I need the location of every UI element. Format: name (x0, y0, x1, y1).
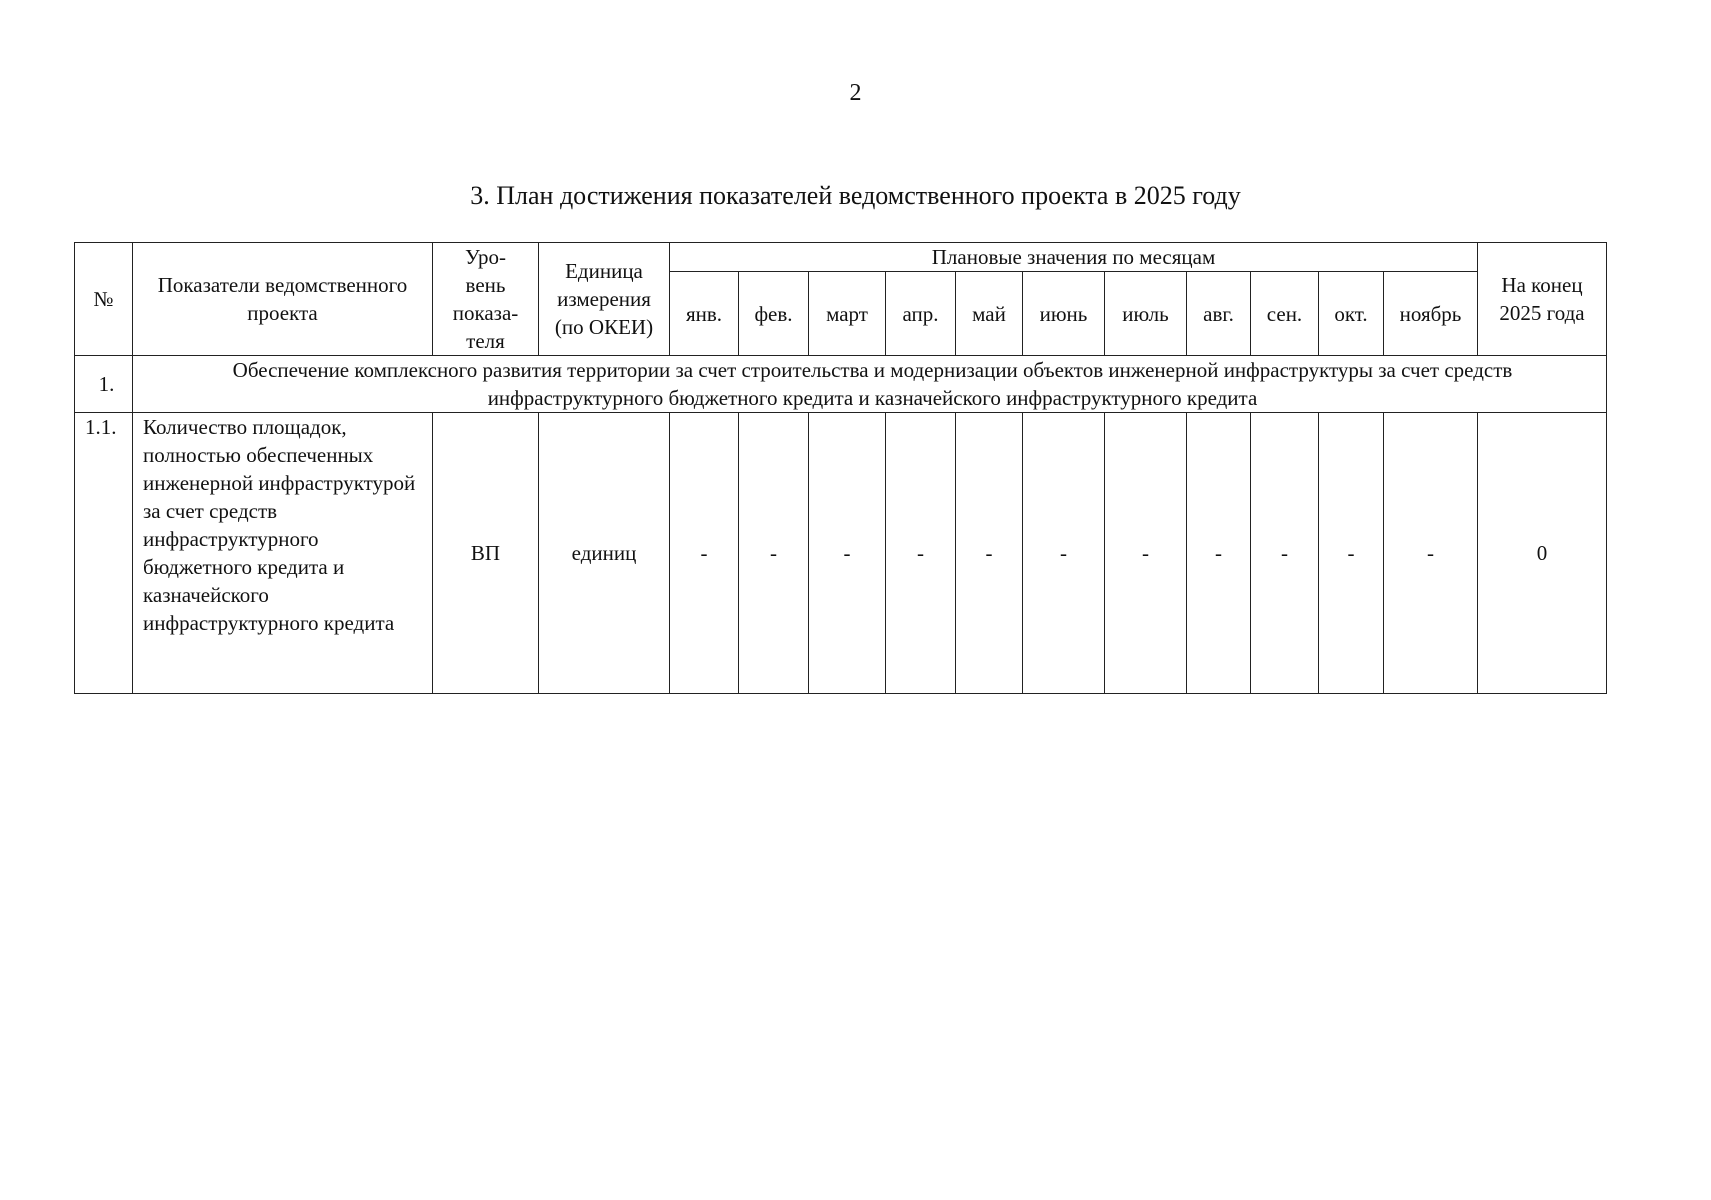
row-month-value: - (809, 413, 886, 694)
header-month: фев. (739, 272, 809, 356)
row-indicator-name: Количество площадок, полностью обеспеченных инженерной инфраструктурой за счет средств инфраструктурного бюджетного кредита и казначейского инфраструктурного кредита (133, 413, 433, 694)
indicators-plan-table (74, 242, 1607, 694)
header-unit: Единица измерения (по ОКЕИ) (539, 243, 670, 356)
row-month-value: - (739, 413, 809, 694)
row-month-value: - (886, 413, 956, 694)
header-month: май (956, 272, 1023, 356)
row-month-value: - (956, 413, 1023, 694)
row-month-value: - (1187, 413, 1251, 694)
header-month: июнь (1023, 272, 1105, 356)
row-num: 1.1. (75, 413, 133, 694)
row-month-value: - (1251, 413, 1319, 694)
header-month: янв. (670, 272, 739, 356)
section-row (75, 356, 1607, 413)
row-month-value: - (1319, 413, 1384, 694)
header-row-1 (75, 243, 1607, 272)
section-text: Обеспечение комплексного развития территории за счет строительства и модернизации объектов инженерной инфраструктуры за счет средств инфраструктурного бюджетного кредита и казначейского инфраструктурного кредита (133, 356, 1607, 413)
header-month: авг. (1187, 272, 1251, 356)
row-unit: единиц (539, 413, 670, 694)
row-level: ВП (433, 413, 539, 694)
row-month-value: - (1023, 413, 1105, 694)
header-year-end: На конец 2025 года (1478, 243, 1607, 356)
header-monthly-group: Плановые значения по месяцам (670, 243, 1478, 272)
table-row (75, 413, 1607, 694)
header-month: март (809, 272, 886, 356)
header-month: ноябрь (1384, 272, 1478, 356)
row-month-value: - (1105, 413, 1187, 694)
row-year-end-value: 0 (1478, 413, 1607, 694)
header-num: № (75, 243, 133, 356)
page-number: 2 (849, 80, 862, 106)
row-month-value: - (670, 413, 739, 694)
row-month-value: - (1384, 413, 1478, 694)
header-month: окт. (1319, 272, 1384, 356)
section-num: 1. (75, 356, 133, 413)
header-month: июль (1105, 272, 1187, 356)
document-title: 3. План достижения показателей ведомственного проекта в 2025 году (470, 181, 1241, 210)
header-indicator: Показатели ведомственного проекта (133, 243, 433, 356)
header-level: Уро- вень показа- теля (433, 243, 539, 356)
header-month: апр. (886, 272, 956, 356)
header-month: сен. (1251, 272, 1319, 356)
